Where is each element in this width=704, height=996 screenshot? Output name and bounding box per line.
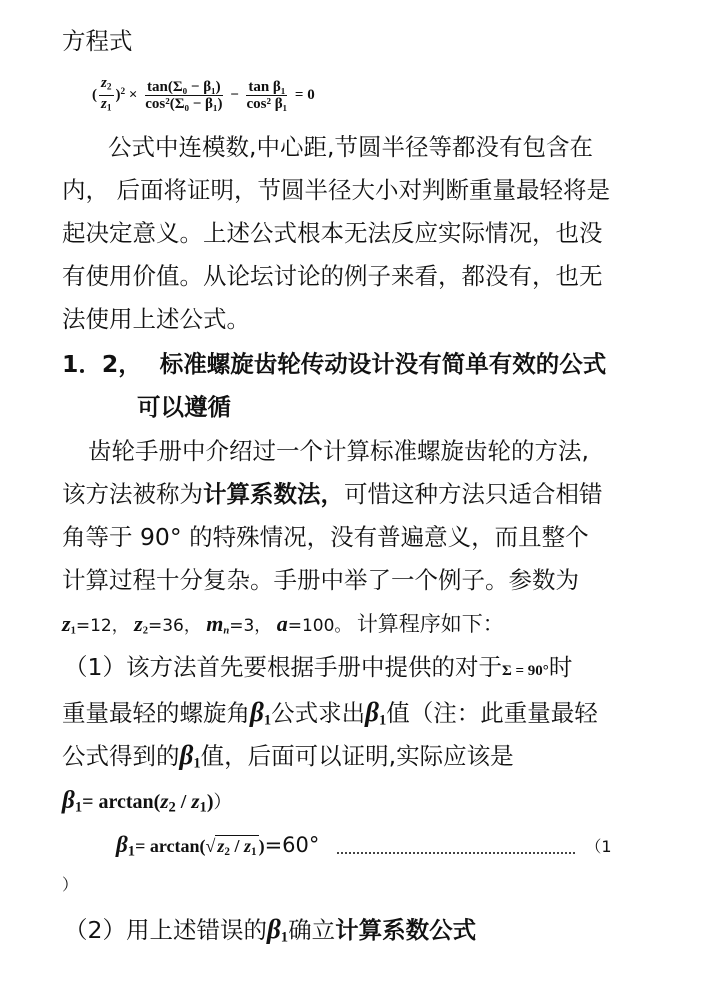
term-bold: 计算系数法，: [203, 480, 344, 508]
paragraph-line: 起决定意义。上述公式根本无法反应实际情况，也没: [62, 219, 603, 247]
step-line: （2）用上述错误的$\beta_1$确立计算系数公式: [64, 914, 477, 946]
paragraph-line: 法使用上述公式。: [62, 305, 250, 333]
paragraph-line: 公式中连模数,中心距,节圆半径等都没有包含在: [108, 133, 593, 161]
step-line: 重量最轻的螺旋角$\beta_1$公式求出$\beta_1$值（注：此重量最轻: [62, 697, 598, 729]
equation-numbered: $\beta_1= \arctan(√$ $z_2 / z_1$ )=60° （1: [116, 832, 612, 860]
paragraph-line: 内， 后面将证明，节圆半径大小对判断重量最轻将是: [62, 176, 610, 204]
step-line: 公式得到的$\beta_1$值，后面可以证明,实际应该是: [62, 740, 514, 772]
section-heading: [62, 349, 606, 379]
leader-dots: [337, 838, 575, 854]
step-line: （1）该方法首先要根据手册中提供的对于Σ = 90°时: [64, 653, 573, 681]
paragraph-line: 角等于 90° 的特殊情况，没有普遍意义，而且整个: [62, 523, 589, 551]
paragraph-line: 该方法被称为计算系数法，可惜这种方法只适合相错: [62, 480, 603, 508]
paragraph-line: 齿轮手册中介绍过一个计算标准螺旋齿轮的方法,: [88, 437, 589, 465]
section-title: 标准螺旋齿轮传动设计没有简单有效的公式: [159, 350, 607, 378]
text-line: 方程式: [62, 27, 133, 55]
parameters-line: $z_1=12$， $z_2=36$， $m_n=3$， a=100。 计算程序如下：: [62, 611, 504, 637]
equation-number-cont: ）: [62, 875, 79, 894]
equation-inline: $\beta_1= \arctan(z_2 / z_1)$）: [62, 787, 232, 816]
section-heading-cont: 可以遵循: [137, 393, 231, 421]
paragraph-line: 计算过程十分复杂。手册中举了一个例子。参数为: [62, 566, 579, 594]
section-number: 1．2，: [62, 350, 142, 378]
paragraph-line: 有使用价值。从论坛讨论的例子来看，都没有，也无: [62, 262, 603, 290]
equation-main: ( $\frac{z_2}{z_1}$ )$^2$ × $\frac{\text{tan(Σ₀ − β₁)}}{\text{cos²(Σ₀ − β₁)}}$ − $\frac{\text{tan β₁}}{\text{cos² β₁}}$ = 0: [92, 74, 315, 114]
